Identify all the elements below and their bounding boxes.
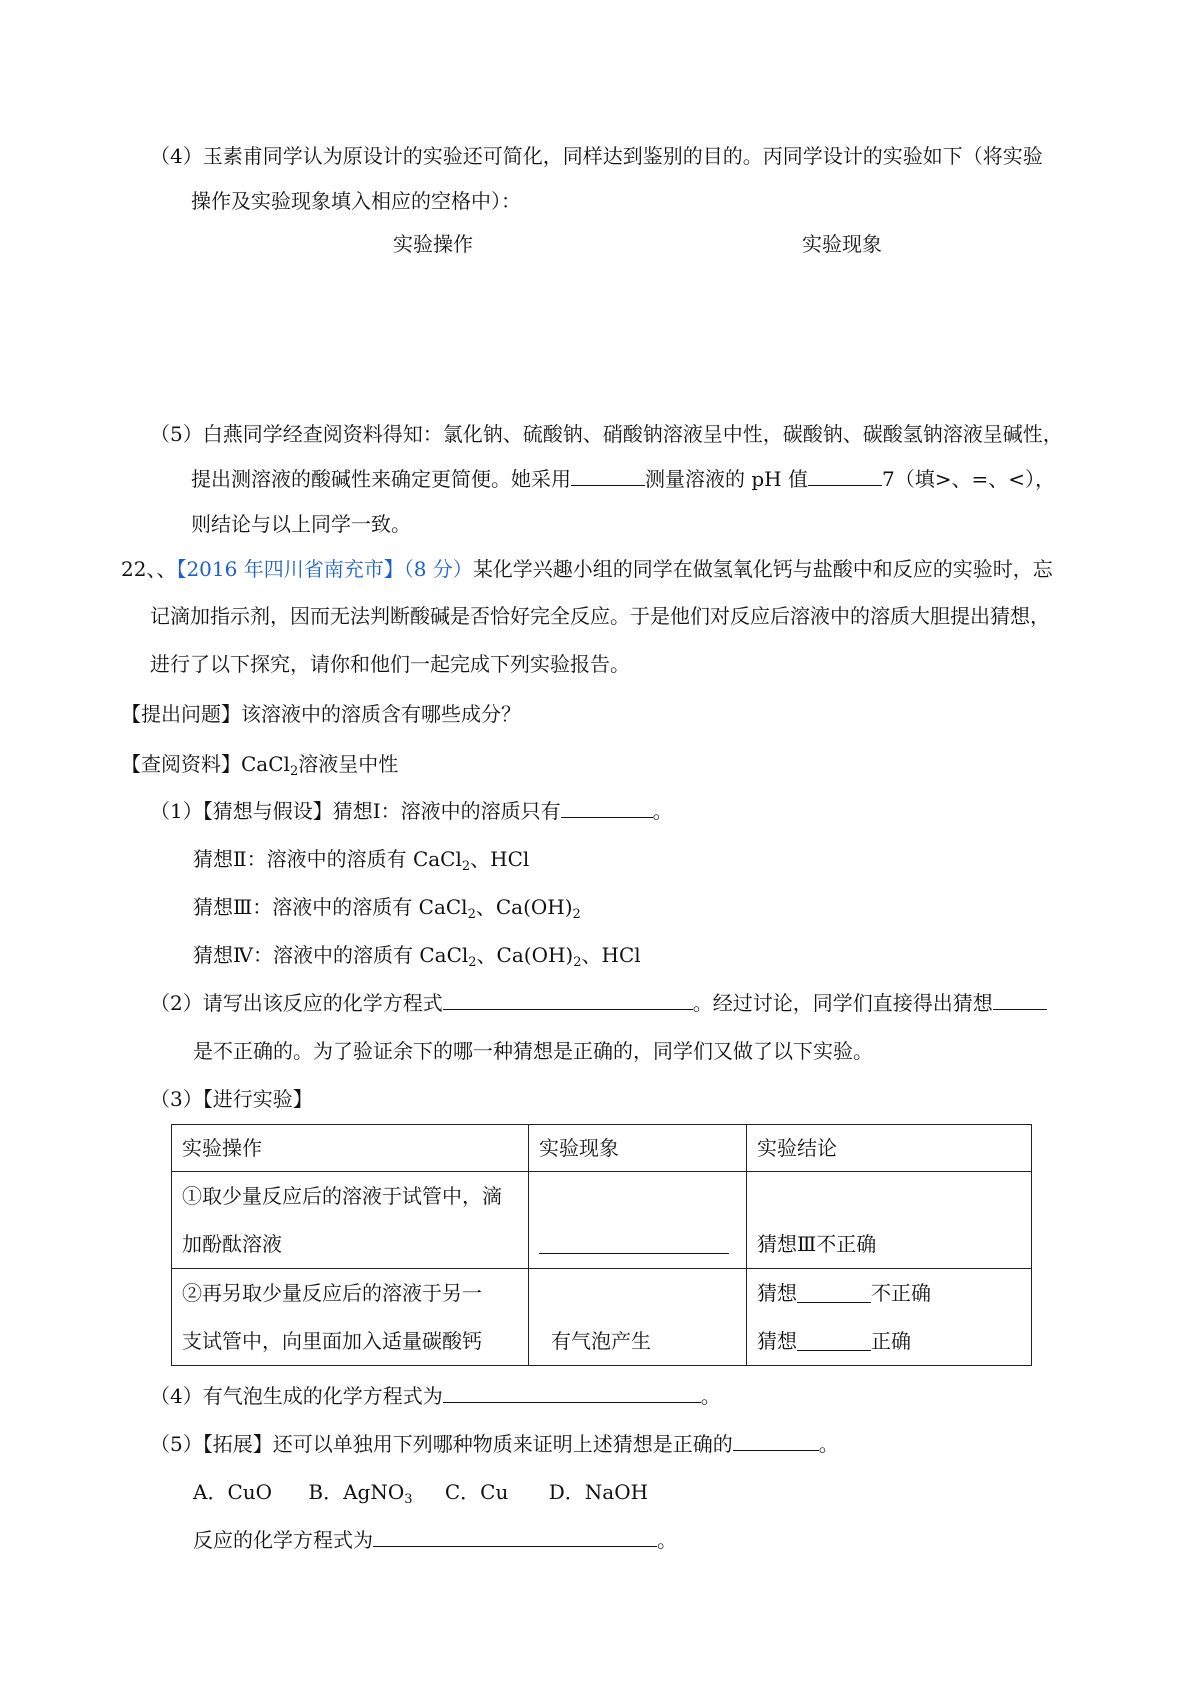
row2-operation-line1: ②再另取少量反应后的溶液于另一 — [182, 1281, 482, 1305]
q22-part2-text-a: （2）请写出该反应的化学方程式 — [150, 991, 443, 1015]
q22-part5 — [150, 1432, 839, 1456]
q22-part2-line1 — [150, 991, 1047, 1015]
row1-operation-line2: 加酚酞溶液 — [182, 1232, 282, 1256]
q21-part5-text-c: 7（填>、=、<）， — [881, 467, 1055, 491]
q22-hypothesis-1 — [150, 799, 673, 823]
q22-intro-line2: 记滴加指示剂，因而无法判断酸碱是否恰好完全反应。于是他们对反应后溶液中的溶质大胆提出猜想， — [150, 604, 1050, 628]
q22-part3-heading: （3）【进行实验】 — [150, 1087, 313, 1111]
header-phenomenon: 实验现象 — [539, 1136, 619, 1160]
q22-part5-end: 。 — [818, 1432, 839, 1456]
header-conclusion: 实验结论 — [757, 1136, 837, 1160]
q22-part4 — [150, 1384, 721, 1408]
q22-part2-text-b: 。经过讨论，同学们直接得出猜想 — [692, 991, 993, 1015]
q22-options — [193, 1480, 649, 1507]
row2-conclusion-line2 — [757, 1317, 1021, 1365]
answer-blank-extension[interactable] — [733, 1432, 819, 1451]
row1-operation-line1: ①取少量反应后的溶液于试管中，滴 — [182, 1184, 502, 1208]
q22-number: 22、、 — [121, 557, 177, 581]
answer-blank-instrument[interactable] — [571, 467, 645, 486]
table-cell — [747, 1172, 1032, 1269]
table-cell — [529, 1172, 747, 1269]
q22-question: 【提出问题】该溶液中的溶质含有哪些成分？ — [121, 702, 521, 726]
subscript: 3 — [404, 1492, 413, 1507]
table-cell — [747, 1269, 1032, 1366]
option-c: C．Cu — [444, 1480, 509, 1504]
q22-intro-text-1: 某化学兴趣小组的同学在做氢氧化钙与盐酸中和反应的实验时，忘 — [472, 557, 1053, 581]
q22-part4-text: （4）有气泡生成的化学方程式为 — [150, 1384, 443, 1408]
header-operation: 实验操作 — [182, 1136, 262, 1160]
answer-blank-row1-phenomenon[interactable] — [539, 1235, 729, 1254]
q22-intro-line3: 进行了以下探究，请你和他们一起完成下列实验报告。 — [150, 652, 630, 676]
answer-blank-hypothesis-1[interactable] — [561, 799, 653, 818]
q22-reaction-equation — [193, 1528, 677, 1552]
subscript: 2 — [461, 859, 471, 874]
option-b-text: B．AgNO — [308, 1480, 405, 1504]
q22-hypothesis-3-mid: 、Ca(OH) — [475, 895, 573, 919]
q21-col-operation: 实验操作 — [393, 232, 473, 256]
q22-reaction-end: 。 — [657, 1528, 677, 1552]
experiment-table — [171, 1124, 1032, 1366]
q22-info — [121, 752, 399, 779]
q22-hypothesis-2-end: 、HCl — [470, 847, 530, 871]
row2-conclusion-text: 猜想 — [757, 1281, 797, 1305]
q21-part5-line2 — [191, 467, 1055, 491]
q21-part5-text-b: 测量溶液的 pH 值 — [645, 467, 808, 491]
q22-hypothesis-4 — [193, 943, 641, 970]
table-cell — [529, 1269, 747, 1366]
q22-part4-end: 。 — [700, 1384, 721, 1408]
table-header-cell — [747, 1125, 1032, 1172]
q21-part5-line3: 则结论与以上同学一致。 — [191, 512, 411, 536]
q22-hypothesis-4-end: 、HCl — [581, 943, 641, 967]
q22-source: 【2016 年四川省南充市】 — [176, 557, 404, 581]
answer-blank-incorrect-hypothesis[interactable] — [993, 991, 1047, 1010]
table-row — [172, 1269, 1032, 1366]
q21-col-phenomenon: 实验现象 — [802, 232, 882, 256]
subscript: 2 — [468, 955, 477, 970]
option-d: D．NaOH — [548, 1480, 649, 1504]
q22-hypothesis-4-mid: 、Ca(OH) — [476, 943, 574, 967]
subscript: 2 — [467, 907, 476, 922]
subscript: 2 — [573, 955, 582, 970]
q21-part4-line1: （4）玉素甫同学认为原设计的实验还可简化，同样达到鉴别的目的。丙同学设计的实验如下（将实验 — [150, 144, 1043, 168]
table-row — [172, 1172, 1032, 1269]
q22-intro-line1 — [121, 557, 1053, 581]
subscript: 2 — [289, 764, 299, 779]
table-cell — [172, 1269, 529, 1366]
table-header-cell — [529, 1125, 747, 1172]
q22-info-text-b: 溶液呈中性 — [298, 752, 399, 776]
q22-hypothesis-2-text: 猜想Ⅱ：溶液中的溶质有 CaCl — [193, 847, 462, 871]
answer-blank-gas-equation[interactable] — [443, 1384, 701, 1403]
q22-hypothesis-1-text: （1）【猜想与假设】猜想Ⅰ：溶液中的溶质只有 — [150, 799, 561, 823]
q22-hypothesis-2 — [193, 847, 530, 874]
q21-part5-line1: （5）白燕同学经查阅资料得知：氯化钠、硫酸钠、硝酸钠溶液呈中性，碳酸钠、碳酸氢钠溶液呈碱性， — [150, 422, 1063, 446]
row2-phenomenon: 有气泡产生 — [551, 1329, 651, 1353]
q22-part5-text: （5）【拓展】还可以单独用下列哪种物质来证明上述猜想是正确的 — [150, 1432, 733, 1456]
answer-blank-row2-correct[interactable] — [797, 1332, 871, 1351]
q22-info-text-a: 【查阅资料】CaCl — [121, 752, 290, 776]
row2-conclusion-text: 正确 — [871, 1329, 911, 1353]
row2-conclusion-text: 猜想 — [757, 1329, 797, 1353]
q22-hypothesis-3-text: 猜想Ⅲ：溶液中的溶质有 CaCl — [193, 895, 468, 919]
answer-blank-ph[interactable] — [808, 467, 882, 486]
q22-hypothesis-1-end: 。 — [652, 799, 673, 823]
q21-part5-text-a: 提出测溶液的酸碱性来确定更简便。她采用 — [191, 467, 571, 491]
q22-score: （8 分） — [403, 557, 473, 581]
table-header-row — [172, 1125, 1032, 1172]
table-header-cell — [172, 1125, 529, 1172]
row2-operation-line2: 支试管中，向里面加入适量碳酸钙 — [182, 1329, 482, 1353]
q22-part2-line2: 是不正确的。为了验证余下的哪一种猜想是正确的，同学们又做了以下实验。 — [193, 1039, 873, 1063]
row1-conclusion: 猜想Ⅲ不正确 — [757, 1232, 877, 1256]
q22-reaction-text: 反应的化学方程式为 — [193, 1528, 373, 1552]
row2-conclusion-line1 — [757, 1269, 1021, 1317]
q22-hypothesis-4-text: 猜想Ⅳ：溶液中的溶质有 CaCl — [193, 943, 469, 967]
q21-part4-line2: 操作及实验现象填入相应的空格中）： — [191, 189, 521, 213]
subscript: 2 — [572, 907, 581, 922]
row2-conclusion-text: 不正确 — [871, 1281, 931, 1305]
answer-blank-row2-incorrect[interactable] — [797, 1284, 871, 1303]
answer-blank-reaction-equation[interactable] — [373, 1528, 657, 1547]
option-a: A．CuO — [193, 1480, 273, 1504]
q22-hypothesis-3 — [193, 895, 581, 922]
option-b — [308, 1480, 413, 1507]
table-cell — [172, 1172, 529, 1269]
answer-blank-equation[interactable] — [443, 991, 693, 1010]
